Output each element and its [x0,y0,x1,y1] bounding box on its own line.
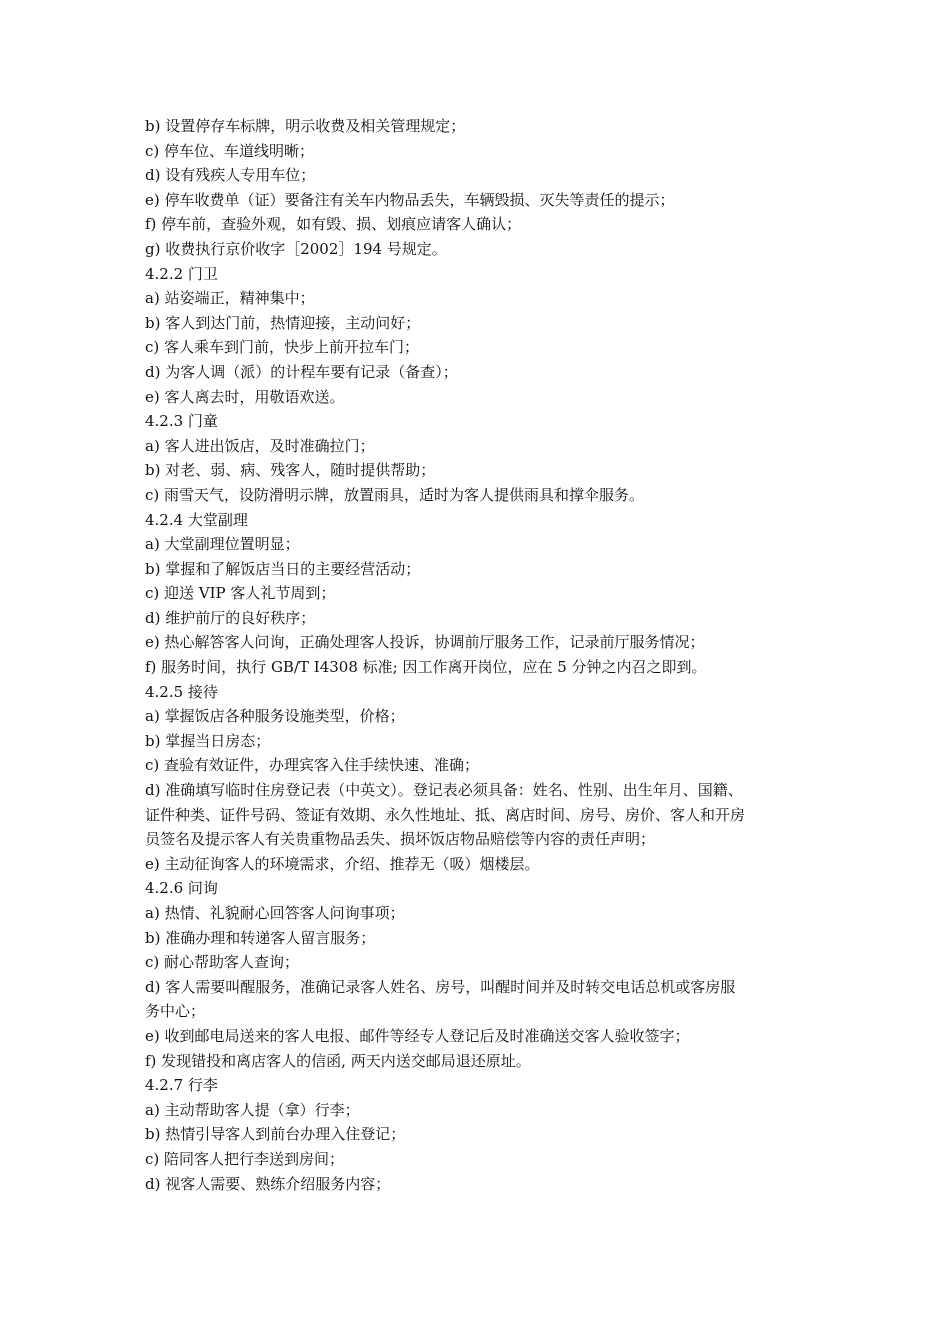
document-page [145,114,825,1196]
list-item: b) 设置停存车标牌，明示收费及相关管理规定； [145,117,466,135]
list-item: c) 雨雪天气，设防滑明示牌，放置雨具，适时为客人提供雨具和撑伞服务。 [145,485,645,504]
section-heading: 4.2.5 接待 [145,682,218,701]
list-item: c) 迎送 VIP 客人礼节周到； [145,584,336,603]
list-item: e) 收到邮电局送来的客人电报、邮件等经专人登记后及时准确送交客人验收签字； [145,1026,690,1045]
list-item: f) 发现错投和离店客人的信函, 两天内送交邮局退还原址。 [145,1051,531,1070]
list-item: c) 停车位、车道线明晰； [145,141,315,160]
list-item: e) 客人离去时，用敬语欢送。 [145,387,345,406]
list-item-continuation: 证件种类、证件号码、签证有效期、永久性地址、抵、离店时间、房号、房价、客人和开房 [145,805,746,824]
list-item: d) 准确填写临时住房登记表（中英文）。登记表必须具备：姓名、性别、出生年月、国籍、 [145,781,743,800]
section-heading: 4.2.3 门童 [145,412,218,431]
list-item: f) 停车前，查验外观，如有毁、损、划痕应请客人确认； [145,215,522,234]
list-item: a) 热情、礼貌耐心回答客人问询事项； [145,904,405,922]
list-item: c) 耐心帮助客人查询； [145,953,300,972]
list-item: d) 视客人需要、熟练介绍服务内容； [145,1174,391,1193]
list-item: b) 掌握和了解饭店当日的主要经营活动； [145,559,421,578]
list-item: a) 站姿端正，精神集中； [145,289,315,308]
list-item: f) 服务时间，执行 GB/T I4308 标准; 因工作离开岗位，应在 5 分钟之内召之即到。 [145,658,707,677]
list-item: e) 主动征询客人的环境需求，介绍、推荐无（吸）烟楼层。 [145,854,540,873]
section-heading: 4.2.4 大堂副理 [145,510,248,529]
list-item: e) 停车收费单（证）要备注有关车内物品丢失，车辆毁损、灭失等责任的提示； [145,190,675,209]
list-item-continuation: 员签名及提示客人有关贵重物品丢失、损坏饭店物品赔偿等内容的责任声明； [145,830,656,849]
list-item: d) 客人需要叫醒服务，准确记录客人姓名、房号，叫醒时间并及时转交电话总机或客房服 [145,977,736,996]
list-item: c) 陪同客人把行李送到房间； [145,1149,345,1168]
list-item: e) 热心解答客人问询，正确处理客人投诉，协调前厅服务工作，记录前厅服务情况； [145,633,705,652]
list-item: d) 为客人调（派）的计程车要有记录（备查）； [145,362,458,381]
list-item: a) 大堂副理位置明显； [145,535,300,554]
list-item: a) 主动帮助客人提（拿）行李； [145,1100,360,1119]
list-item: b) 准确办理和转递客人留言服务； [145,928,376,947]
list-item: a) 客人进出饭店，及时准确拉门； [145,436,375,455]
list-item: c) 客人乘车到门前，快步上前开拉车门； [145,338,420,357]
list-item: g) 收费执行京价收字［2002］194 号规定。 [145,239,447,258]
list-item: b) 热情引导客人到前台办理入住登记； [145,1125,406,1144]
list-item: b) 掌握当日房态； [145,731,271,750]
section-heading: 4.2.2 门卫 [145,264,218,283]
section-heading: 4.2.6 问询 [145,879,218,898]
list-item-continuation: 务中心； [145,1002,206,1021]
section-heading: 4.2.7 行李 [145,1076,218,1095]
list-item: a) 掌握饭店各种服务设施类型，价格； [145,707,405,726]
list-item: b) 客人到达门前，热情迎接，主动问好； [145,313,421,332]
list-item: d) 维护前厅的良好秩序； [145,608,316,627]
list-item: b) 对老、弱、病、残客人，随时提供帮助； [145,461,436,480]
list-item: c) 查验有效证件，办理宾客入住手续快速、准确； [145,756,480,775]
list-item: d) 设有残疾人专用车位； [145,166,316,185]
